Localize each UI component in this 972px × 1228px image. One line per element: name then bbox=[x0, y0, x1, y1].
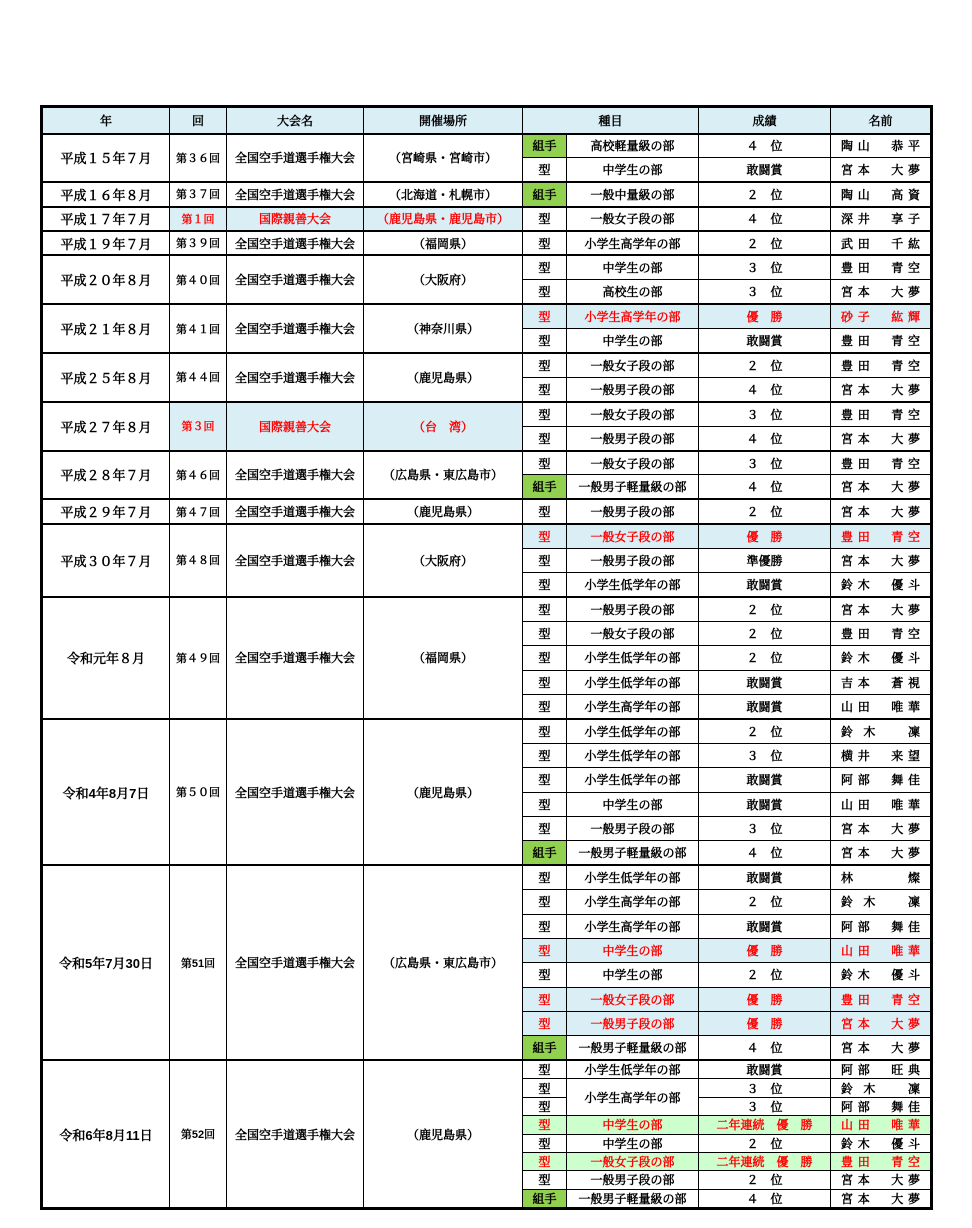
name-cell: 豊田 青空 bbox=[831, 621, 932, 645]
event-name-cell: 一般女子段の部 bbox=[567, 987, 699, 1011]
event-type-kata-cell: 型 bbox=[523, 621, 567, 645]
event-name-cell: 一般女子段の部 bbox=[567, 451, 699, 475]
event-name-cell: 一般男子軽量級の部 bbox=[567, 475, 699, 499]
name-cell: 豊田 青空 bbox=[831, 524, 932, 548]
result-cell: ４ 位 bbox=[699, 1036, 831, 1060]
event-name-cell: 中学生の部 bbox=[567, 1116, 699, 1134]
name-cell: 林 燦 bbox=[831, 865, 932, 889]
event-name-cell: 一般男子軽量級の部 bbox=[567, 1189, 699, 1208]
event-type-kumite-cell: 組手 bbox=[523, 182, 567, 206]
edition-cell: 第４４回 bbox=[170, 353, 227, 402]
result-cell: ２ 位 bbox=[699, 231, 831, 255]
result-cell: ２ 位 bbox=[699, 890, 831, 914]
name-cell: 鈴木 凜 bbox=[831, 1079, 932, 1097]
event-type-kumite-cell: 組手 bbox=[523, 134, 567, 158]
edition-cell: 第４９回 bbox=[170, 597, 227, 719]
edition-cell: 第３７回 bbox=[170, 182, 227, 206]
venue-cell: （福岡県） bbox=[364, 231, 523, 255]
edition-cell: 第３６回 bbox=[170, 134, 227, 183]
result-cell: 二年連続 優 勝 bbox=[699, 1116, 831, 1134]
result-cell: 優 勝 bbox=[699, 987, 831, 1011]
result-cell: ３ 位 bbox=[699, 1097, 831, 1115]
name-cell: 豊田 青空 bbox=[831, 255, 932, 279]
result-cell: 優 勝 bbox=[699, 304, 831, 328]
year-cell: 平成２１年８月 bbox=[42, 304, 170, 353]
event-name-cell: 小学生低学年の部 bbox=[567, 719, 699, 743]
result-cell: 敢闘賞 bbox=[699, 670, 831, 694]
name-cell: 宮本 大夢 bbox=[831, 597, 932, 621]
name-cell: 宮本 大夢 bbox=[831, 841, 932, 865]
event-type-kata-cell: 型 bbox=[523, 646, 567, 670]
tournament-cell: 全国空手道選手権大会 bbox=[227, 451, 364, 500]
event-name-cell: 一般女子段の部 bbox=[567, 402, 699, 426]
event-name-cell: 中学生の部 bbox=[567, 963, 699, 987]
result-cell: ４ 位 bbox=[699, 207, 831, 231]
event-name-cell: 一般女子段の部 bbox=[567, 353, 699, 377]
name-cell: 鈴木 優斗 bbox=[831, 963, 932, 987]
name-cell: 宮本 大夢 bbox=[831, 475, 932, 499]
tournament-cell: 全国空手道選手権大会 bbox=[227, 865, 364, 1060]
edition-cell: 第５０回 bbox=[170, 719, 227, 865]
result-cell: ４ 位 bbox=[699, 841, 831, 865]
col-header-tournament: 大会名 bbox=[227, 107, 364, 134]
name-cell: 山田 唯華 bbox=[831, 1116, 932, 1134]
result-cell: ４ 位 bbox=[699, 377, 831, 401]
event-name-cell: 一般男子段の部 bbox=[567, 499, 699, 523]
result-cell: 敢闘賞 bbox=[699, 768, 831, 792]
event-name-cell: 一般男子軽量級の部 bbox=[567, 1036, 699, 1060]
result-cell: ２ 位 bbox=[699, 1134, 831, 1152]
event-name-cell: 小学生高学年の部 bbox=[567, 304, 699, 328]
venue-cell: （福岡県） bbox=[364, 597, 523, 719]
venue-cell: （鹿児島県） bbox=[364, 353, 523, 402]
result-cell: ２ 位 bbox=[699, 963, 831, 987]
year-cell: 平成１９年７月 bbox=[42, 231, 170, 255]
event-type-kata-cell: 型 bbox=[523, 1134, 567, 1152]
tournament-cell: 全国空手道選手権大会 bbox=[227, 353, 364, 402]
result-cell: 敢闘賞 bbox=[699, 573, 831, 597]
event-name-cell: 小学生高学年の部 bbox=[567, 914, 699, 938]
event-name-cell: 小学生高学年の部 bbox=[567, 1079, 699, 1116]
year-cell: 平成２９年７月 bbox=[42, 499, 170, 523]
event-type-kata-cell: 型 bbox=[523, 231, 567, 255]
event-name-cell: 一般男子段の部 bbox=[567, 548, 699, 572]
event-name-cell: 小学生低学年の部 bbox=[567, 670, 699, 694]
event-type-kata-cell: 型 bbox=[523, 1097, 567, 1115]
result-cell: ３ 位 bbox=[699, 816, 831, 840]
tournament-cell: 国際親善大会 bbox=[227, 207, 364, 231]
event-type-kata-cell: 型 bbox=[523, 914, 567, 938]
year-cell: 平成１５年７月 bbox=[42, 134, 170, 183]
name-cell: 深井 享子 bbox=[831, 207, 932, 231]
result-cell: ３ 位 bbox=[699, 743, 831, 767]
name-cell: 宮本 大夢 bbox=[831, 426, 932, 450]
event-type-kata-cell: 型 bbox=[523, 792, 567, 816]
event-type-kata-cell: 型 bbox=[523, 670, 567, 694]
name-cell: 山田 唯華 bbox=[831, 792, 932, 816]
tournament-cell: 全国空手道選手権大会 bbox=[227, 524, 364, 597]
tournament-cell: 全国空手道選手権大会 bbox=[227, 719, 364, 865]
year-cell: 平成１７年７月 bbox=[42, 207, 170, 231]
event-name-cell: 一般女子段の部 bbox=[567, 621, 699, 645]
event-type-kata-cell: 型 bbox=[523, 1060, 567, 1079]
result-cell: ３ 位 bbox=[699, 255, 831, 279]
name-cell: 阿部 旺典 bbox=[831, 1060, 932, 1079]
year-cell: 平成２５年８月 bbox=[42, 353, 170, 402]
result-cell: ２ 位 bbox=[699, 353, 831, 377]
name-cell: 宮本 大夢 bbox=[831, 280, 932, 304]
edition-cell: 第３回 bbox=[170, 402, 227, 451]
event-name-cell: 高校軽量級の部 bbox=[567, 134, 699, 158]
event-type-kata-cell: 型 bbox=[523, 548, 567, 572]
name-cell: 豊田 青空 bbox=[831, 402, 932, 426]
col-header-event: 種目 bbox=[523, 107, 699, 134]
event-type-kata-cell: 型 bbox=[523, 499, 567, 523]
event-name-cell: 一般男子段の部 bbox=[567, 1012, 699, 1036]
name-cell: 豊田 青空 bbox=[831, 1152, 932, 1170]
event-name-cell: 小学生低学年の部 bbox=[567, 1060, 699, 1079]
event-name-cell: 一般女子段の部 bbox=[567, 524, 699, 548]
result-cell: ２ 位 bbox=[699, 719, 831, 743]
tournament-cell: 全国空手道選手権大会 bbox=[227, 134, 364, 183]
edition-cell: 第４０回 bbox=[170, 255, 227, 304]
event-type-kata-cell: 型 bbox=[523, 768, 567, 792]
name-cell: 宮本 大夢 bbox=[831, 1171, 932, 1189]
name-cell: 宮本 大夢 bbox=[831, 499, 932, 523]
event-type-kata-cell: 型 bbox=[523, 573, 567, 597]
name-cell: 豊田 青空 bbox=[831, 329, 932, 353]
year-cell: 令和4年8月7日 bbox=[42, 719, 170, 865]
event-name-cell: 高校生の部 bbox=[567, 280, 699, 304]
event-name-cell: 小学生低学年の部 bbox=[567, 768, 699, 792]
result-cell: 二年連続 優 勝 bbox=[699, 1152, 831, 1170]
year-cell: 平成２７年８月 bbox=[42, 402, 170, 451]
name-cell: 阿部 舞佳 bbox=[831, 1097, 932, 1115]
tournament-cell: 全国空手道選手権大会 bbox=[227, 255, 364, 304]
tournament-cell: 全国空手道選手権大会 bbox=[227, 304, 364, 353]
edition-cell: 第４６回 bbox=[170, 451, 227, 500]
name-cell: 陶山 恭平 bbox=[831, 134, 932, 158]
year-cell: 令和6年8月11日 bbox=[42, 1060, 170, 1208]
name-cell: 山田 唯華 bbox=[831, 938, 932, 962]
event-name-cell: 小学生高学年の部 bbox=[567, 694, 699, 718]
event-name-cell: 一般男子軽量級の部 bbox=[567, 841, 699, 865]
year-cell: 平成１６年８月 bbox=[42, 182, 170, 206]
event-name-cell: 中学生の部 bbox=[567, 938, 699, 962]
result-cell: ２ 位 bbox=[699, 1171, 831, 1189]
edition-cell: 第４１回 bbox=[170, 304, 227, 353]
name-cell: 陶山 高資 bbox=[831, 182, 932, 206]
results-table bbox=[40, 105, 933, 1210]
result-cell: ４ 位 bbox=[699, 426, 831, 450]
venue-cell: （広島県・東広島市） bbox=[364, 451, 523, 500]
event-name-cell: 一般男子段の部 bbox=[567, 816, 699, 840]
venue-cell: （北海道・札幌市） bbox=[364, 182, 523, 206]
col-header-year: 年 bbox=[42, 107, 170, 134]
venue-cell: （鹿児島県） bbox=[364, 499, 523, 523]
result-cell: 敢闘賞 bbox=[699, 865, 831, 889]
event-type-kata-cell: 型 bbox=[523, 402, 567, 426]
result-cell: 敢闘賞 bbox=[699, 792, 831, 816]
event-name-cell: 一般男子段の部 bbox=[567, 1171, 699, 1189]
event-name-cell: 一般男子段の部 bbox=[567, 597, 699, 621]
event-name-cell: 中学生の部 bbox=[567, 329, 699, 353]
name-cell: 武田 千紘 bbox=[831, 231, 932, 255]
venue-cell: （鹿児島県） bbox=[364, 719, 523, 865]
event-type-kata-cell: 型 bbox=[523, 207, 567, 231]
event-type-kata-cell: 型 bbox=[523, 280, 567, 304]
event-type-kata-cell: 型 bbox=[523, 1152, 567, 1170]
event-type-kata-cell: 型 bbox=[523, 890, 567, 914]
event-type-kata-cell: 型 bbox=[523, 1171, 567, 1189]
name-cell: 鈴木 優斗 bbox=[831, 646, 932, 670]
venue-cell: （鹿児島県・鹿児島市） bbox=[364, 207, 523, 231]
col-header-edition: 回 bbox=[170, 107, 227, 134]
name-cell: 鈴木 優斗 bbox=[831, 1134, 932, 1152]
name-cell: 鈴木 凜 bbox=[831, 719, 932, 743]
year-cell: 平成２０年８月 bbox=[42, 255, 170, 304]
tournament-cell: 国際親善大会 bbox=[227, 402, 364, 451]
event-type-kata-cell: 型 bbox=[523, 987, 567, 1011]
venue-cell: （宮崎県・宮崎市） bbox=[364, 134, 523, 183]
result-cell: ３ 位 bbox=[699, 451, 831, 475]
event-name-cell: 中学生の部 bbox=[567, 792, 699, 816]
table-header bbox=[42, 107, 932, 134]
event-name-cell: 小学生低学年の部 bbox=[567, 646, 699, 670]
name-cell: 砂子 紘輝 bbox=[831, 304, 932, 328]
venue-cell: （大阪府） bbox=[364, 524, 523, 597]
event-type-kumite-cell: 組手 bbox=[523, 475, 567, 499]
col-header-name: 名前 bbox=[831, 107, 932, 134]
result-cell: ４ 位 bbox=[699, 134, 831, 158]
result-cell: 優 勝 bbox=[699, 1012, 831, 1036]
name-cell: 宮本 大夢 bbox=[831, 158, 932, 182]
venue-cell: （鹿児島県） bbox=[364, 1060, 523, 1208]
edition-cell: 第３９回 bbox=[170, 231, 227, 255]
event-type-kata-cell: 型 bbox=[523, 158, 567, 182]
name-cell: 豊田 青空 bbox=[831, 353, 932, 377]
tournament-cell: 全国空手道選手権大会 bbox=[227, 499, 364, 523]
result-cell: ２ 位 bbox=[699, 182, 831, 206]
event-type-kata-cell: 型 bbox=[523, 963, 567, 987]
event-type-kata-cell: 型 bbox=[523, 1012, 567, 1036]
tournament-cell: 全国空手道選手権大会 bbox=[227, 231, 364, 255]
event-type-kata-cell: 型 bbox=[523, 426, 567, 450]
name-cell: 宮本 大夢 bbox=[831, 1189, 932, 1208]
name-cell: 山田 唯華 bbox=[831, 694, 932, 718]
event-name-cell: 一般男子段の部 bbox=[567, 377, 699, 401]
result-cell: 優 勝 bbox=[699, 524, 831, 548]
event-name-cell: 一般中量級の部 bbox=[567, 182, 699, 206]
tournament-cell: 全国空手道選手権大会 bbox=[227, 1060, 364, 1208]
event-type-kata-cell: 型 bbox=[523, 1116, 567, 1134]
result-cell: ３ 位 bbox=[699, 280, 831, 304]
result-cell: ２ 位 bbox=[699, 499, 831, 523]
result-cell: 敢闘賞 bbox=[699, 329, 831, 353]
edition-cell: 第51回 bbox=[170, 865, 227, 1060]
event-name-cell: 中学生の部 bbox=[567, 1134, 699, 1152]
edition-cell: 第４８回 bbox=[170, 524, 227, 597]
event-type-kata-cell: 型 bbox=[523, 597, 567, 621]
venue-cell: （台 湾） bbox=[364, 402, 523, 451]
result-cell: 準優勝 bbox=[699, 548, 831, 572]
event-type-kata-cell: 型 bbox=[523, 694, 567, 718]
venue-cell: （広島県・東広島市） bbox=[364, 865, 523, 1060]
name-cell: 阿部 舞佳 bbox=[831, 914, 932, 938]
name-cell: 宮本 大夢 bbox=[831, 1036, 932, 1060]
result-cell: 敢闘賞 bbox=[699, 694, 831, 718]
event-type-kata-cell: 型 bbox=[523, 719, 567, 743]
year-cell: 平成３０年７月 bbox=[42, 524, 170, 597]
name-cell: 吉本 蒼視 bbox=[831, 670, 932, 694]
event-type-kata-cell: 型 bbox=[523, 524, 567, 548]
results-table-container bbox=[40, 105, 933, 1210]
result-cell: ３ 位 bbox=[699, 402, 831, 426]
event-type-kumite-cell: 組手 bbox=[523, 841, 567, 865]
year-cell: 平成２８年７月 bbox=[42, 451, 170, 500]
event-name-cell: 一般男子段の部 bbox=[567, 426, 699, 450]
result-cell: ４ 位 bbox=[699, 1189, 831, 1208]
event-name-cell: 小学生低学年の部 bbox=[567, 743, 699, 767]
event-type-kata-cell: 型 bbox=[523, 938, 567, 962]
result-cell: 敢闘賞 bbox=[699, 914, 831, 938]
event-type-kata-cell: 型 bbox=[523, 353, 567, 377]
name-cell: 宮本 大夢 bbox=[831, 816, 932, 840]
event-type-kata-cell: 型 bbox=[523, 377, 567, 401]
event-type-kata-cell: 型 bbox=[523, 329, 567, 353]
event-name-cell: 一般女子段の部 bbox=[567, 207, 699, 231]
event-type-kumite-cell: 組手 bbox=[523, 1189, 567, 1208]
col-header-result: 成績 bbox=[699, 107, 831, 134]
event-name-cell: 中学生の部 bbox=[567, 255, 699, 279]
edition-cell: 第52回 bbox=[170, 1060, 227, 1208]
venue-cell: （神奈川県） bbox=[364, 304, 523, 353]
edition-cell: 第４７回 bbox=[170, 499, 227, 523]
result-cell: 優 勝 bbox=[699, 938, 831, 962]
event-type-kata-cell: 型 bbox=[523, 255, 567, 279]
result-cell: ２ 位 bbox=[699, 646, 831, 670]
result-cell: ２ 位 bbox=[699, 621, 831, 645]
result-cell: 敢闘賞 bbox=[699, 1060, 831, 1079]
name-cell: 宮本 大夢 bbox=[831, 548, 932, 572]
col-header-venue: 開催場所 bbox=[364, 107, 523, 134]
year-cell: 令和元年８月 bbox=[42, 597, 170, 719]
event-name-cell: 小学生高学年の部 bbox=[567, 231, 699, 255]
tournament-cell: 全国空手道選手権大会 bbox=[227, 597, 364, 719]
name-cell: 宮本 大夢 bbox=[831, 1012, 932, 1036]
name-cell: 宮本 大夢 bbox=[831, 377, 932, 401]
event-name-cell: 小学生低学年の部 bbox=[567, 865, 699, 889]
event-name-cell: 小学生低学年の部 bbox=[567, 573, 699, 597]
name-cell: 鈴木 凜 bbox=[831, 890, 932, 914]
result-cell: 敢闘賞 bbox=[699, 158, 831, 182]
tournament-cell: 全国空手道選手権大会 bbox=[227, 182, 364, 206]
event-type-kata-cell: 型 bbox=[523, 743, 567, 767]
name-cell: 豊田 青空 bbox=[831, 987, 932, 1011]
event-type-kata-cell: 型 bbox=[523, 451, 567, 475]
name-cell: 豊田 青空 bbox=[831, 451, 932, 475]
result-cell: ４ 位 bbox=[699, 475, 831, 499]
result-cell: ３ 位 bbox=[699, 1079, 831, 1097]
event-type-kata-cell: 型 bbox=[523, 304, 567, 328]
event-name-cell: 一般女子段の部 bbox=[567, 1152, 699, 1170]
event-type-kumite-cell: 組手 bbox=[523, 1036, 567, 1060]
edition-cell: 第１回 bbox=[170, 207, 227, 231]
event-type-kata-cell: 型 bbox=[523, 865, 567, 889]
year-cell: 令和5年7月30日 bbox=[42, 865, 170, 1060]
venue-cell: （大阪府） bbox=[364, 255, 523, 304]
name-cell: 阿部 舞佳 bbox=[831, 768, 932, 792]
results-table-body bbox=[42, 134, 932, 1209]
event-type-kata-cell: 型 bbox=[523, 1079, 567, 1097]
event-name-cell: 中学生の部 bbox=[567, 158, 699, 182]
result-cell: ２ 位 bbox=[699, 597, 831, 621]
name-cell: 鈴木 優斗 bbox=[831, 573, 932, 597]
event-name-cell: 小学生高学年の部 bbox=[567, 890, 699, 914]
name-cell: 横井 来望 bbox=[831, 743, 932, 767]
event-type-kata-cell: 型 bbox=[523, 816, 567, 840]
